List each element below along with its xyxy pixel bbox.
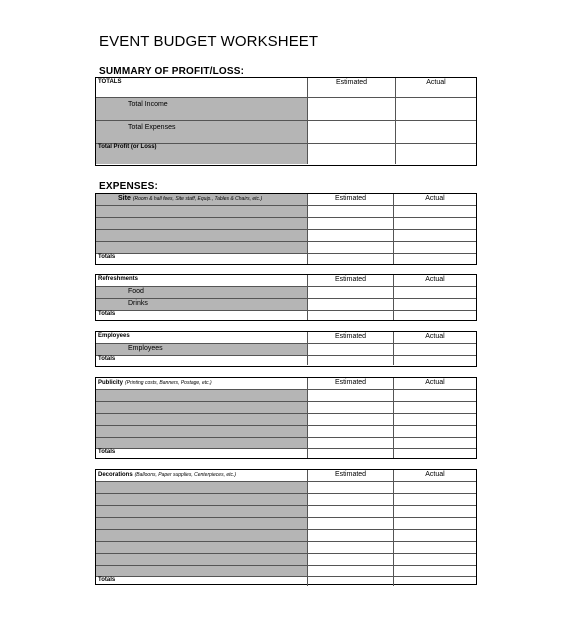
employees-totals-row — [96, 355, 476, 365]
decorations-estimated-cell[interactable] — [308, 518, 394, 529]
refreshments-header-row — [96, 275, 476, 286]
refreshments-header: Refreshments — [96, 275, 308, 286]
publicity-header-row — [96, 378, 476, 389]
decorations-row — [96, 541, 476, 553]
decorations-estimated-cell[interactable] — [308, 482, 394, 493]
site-actual-cell[interactable] — [394, 206, 476, 217]
decorations-estimated-cell[interactable] — [308, 542, 394, 553]
publicity-row — [96, 425, 476, 437]
decorations-table — [95, 469, 477, 585]
site-estimated-cell[interactable] — [308, 206, 394, 217]
decorations-estimated-cell[interactable] — [308, 494, 394, 505]
total-profit-row — [96, 143, 476, 164]
employees-totals-estimated-cell[interactable] — [308, 356, 394, 365]
drinks-actual-cell[interactable] — [394, 299, 476, 310]
publicity-row — [96, 413, 476, 425]
decorations-actual-header: Actual — [425, 471, 445, 478]
publicity-actual-cell[interactable] — [394, 414, 476, 425]
drinks-label: Drinks — [128, 300, 148, 307]
site-totals-actual-cell[interactable] — [394, 254, 476, 264]
publicity-estimated-header: Estimated — [308, 378, 394, 389]
decorations-estimated-cell[interactable] — [308, 506, 394, 517]
food-actual-cell[interactable] — [394, 287, 476, 298]
total-income-actual-cell[interactable] — [396, 98, 476, 120]
site-estimated-header: Estimated — [308, 194, 394, 205]
total-income-estimated-cell[interactable] — [308, 98, 396, 120]
total-profit-label: Total Profit (or Loss) — [96, 144, 308, 164]
refreshments-totals-actual-cell[interactable] — [394, 311, 476, 320]
total-expenses-estimated-cell[interactable] — [308, 121, 396, 143]
decorations-totals-actual-cell[interactable] — [394, 577, 476, 586]
decorations-estimated-cell[interactable] — [308, 554, 394, 565]
decorations-totals-estimated-cell[interactable] — [308, 577, 394, 586]
total-profit-estimated-cell[interactable] — [308, 144, 396, 164]
site-row — [96, 229, 476, 241]
drinks-estimated-cell[interactable] — [308, 299, 394, 310]
site-actual-cell[interactable] — [394, 230, 476, 241]
employees-header-row — [96, 332, 476, 343]
summary-header-row — [96, 78, 476, 97]
decorations-estimated-header: Estimated — [308, 470, 394, 481]
decorations-actual-cell[interactable] — [394, 554, 476, 565]
food-estimated-cell[interactable] — [308, 287, 394, 298]
total-expenses-row — [96, 120, 476, 143]
decorations-row — [96, 517, 476, 529]
publicity-actual-cell[interactable] — [394, 426, 476, 437]
publicity-totals-row — [96, 448, 476, 458]
total-income-label: Total Income — [128, 101, 168, 108]
publicity-estimated-cell[interactable] — [308, 438, 394, 448]
refreshments-estimated-header: Estimated — [308, 275, 394, 286]
estimated-header: Estimated — [308, 78, 396, 97]
site-header: Site — [118, 195, 131, 202]
decorations-actual-cell[interactable] — [394, 518, 476, 529]
decorations-row — [96, 493, 476, 505]
totals-header: TOTALS — [96, 78, 308, 97]
site-totals-row — [96, 253, 476, 264]
publicity-estimated-cell[interactable] — [308, 414, 394, 425]
publicity-totals-actual-cell[interactable] — [394, 449, 476, 458]
site-row — [96, 205, 476, 217]
decorations-estimated-cell[interactable] — [308, 530, 394, 541]
publicity-estimated-cell[interactable] — [308, 426, 394, 437]
publicity-totals-label: Totals — [96, 449, 308, 458]
decorations-row — [96, 565, 476, 576]
employees-item-row — [96, 343, 476, 355]
publicity-row — [96, 437, 476, 448]
decorations-actual-cell[interactable] — [394, 566, 476, 576]
publicity-table — [95, 377, 477, 459]
employees-actual-header: Actual — [425, 333, 445, 340]
site-estimated-cell[interactable] — [308, 230, 394, 241]
employees-estimated-header: Estimated — [308, 332, 394, 343]
publicity-totals-estimated-cell[interactable] — [308, 449, 394, 458]
decorations-row — [96, 481, 476, 493]
publicity-row — [96, 389, 476, 401]
employees-table — [95, 331, 477, 367]
food-label: Food — [128, 288, 144, 295]
site-estimated-cell[interactable] — [308, 218, 394, 229]
site-estimated-cell[interactable] — [308, 242, 394, 253]
decorations-actual-cell[interactable] — [394, 530, 476, 541]
employees-item-label: Employees — [128, 345, 163, 352]
decorations-header: Decorations — [98, 472, 133, 478]
refreshments-totals-row — [96, 310, 476, 320]
decorations-totals-row — [96, 576, 476, 586]
site-totals-label: Totals — [96, 254, 308, 264]
food-row — [96, 286, 476, 298]
decorations-actual-cell[interactable] — [394, 482, 476, 493]
decorations-totals-label: Totals — [96, 577, 308, 586]
decorations-header-row — [96, 470, 476, 481]
employees-estimated-cell[interactable] — [308, 344, 394, 355]
publicity-actual-cell[interactable] — [394, 390, 476, 401]
publicity-actual-header: Actual — [425, 379, 445, 386]
site-actual-cell[interactable] — [394, 218, 476, 229]
decorations-row — [96, 505, 476, 517]
refreshments-totals-label: Totals — [96, 311, 308, 320]
decorations-actual-cell[interactable] — [394, 542, 476, 553]
total-expenses-label: Total Expenses — [128, 124, 176, 131]
document-title: EVENT BUDGET WORKSHEET — [99, 33, 319, 50]
decorations-row — [96, 553, 476, 565]
site-actual-header: Actual — [425, 195, 445, 202]
drinks-row — [96, 298, 476, 310]
site-row — [96, 217, 476, 229]
decorations-row — [96, 529, 476, 541]
employees-totals-label: Totals — [96, 356, 308, 365]
total-profit-actual-cell[interactable] — [396, 144, 476, 164]
publicity-actual-cell[interactable] — [394, 402, 476, 413]
expenses-label: EXPENSES: — [99, 181, 159, 192]
site-totals-estimated-cell[interactable] — [308, 254, 394, 264]
publicity-note: (Printing costs, Banners, Postage, etc.) — [124, 380, 212, 386]
decorations-estimated-cell[interactable] — [308, 566, 394, 576]
refreshments-actual-header: Actual — [425, 276, 445, 283]
site-row — [96, 241, 476, 253]
actual-header: Actual — [426, 79, 446, 86]
decorations-actual-cell[interactable] — [394, 494, 476, 505]
decorations-actual-cell[interactable] — [394, 506, 476, 517]
employees-totals-actual-cell[interactable] — [394, 356, 476, 365]
publicity-header: Publicity — [98, 380, 124, 386]
refreshments-totals-estimated-cell[interactable] — [308, 311, 394, 320]
publicity-row — [96, 401, 476, 413]
summary-label: SUMMARY OF PROFIT/LOSS: — [99, 66, 245, 77]
site-note: (Room & hall fees, Site staff, Equip., Tables & Chairs, etc.) — [132, 196, 263, 202]
employees-actual-cell[interactable] — [394, 344, 476, 355]
publicity-actual-cell[interactable] — [394, 438, 476, 448]
total-expenses-actual-cell[interactable] — [396, 121, 476, 143]
site-header-row — [96, 194, 476, 205]
site-table — [95, 193, 477, 265]
decorations-note: (Balloons, Paper supplies, Centerpieces, etc.) — [134, 472, 237, 478]
publicity-estimated-cell[interactable] — [308, 402, 394, 413]
total-income-row — [96, 97, 476, 120]
publicity-estimated-cell[interactable] — [308, 390, 394, 401]
site-actual-cell[interactable] — [394, 242, 476, 253]
employees-header: Employees — [96, 332, 308, 343]
summary-table — [95, 77, 477, 166]
refreshments-table — [95, 274, 477, 321]
